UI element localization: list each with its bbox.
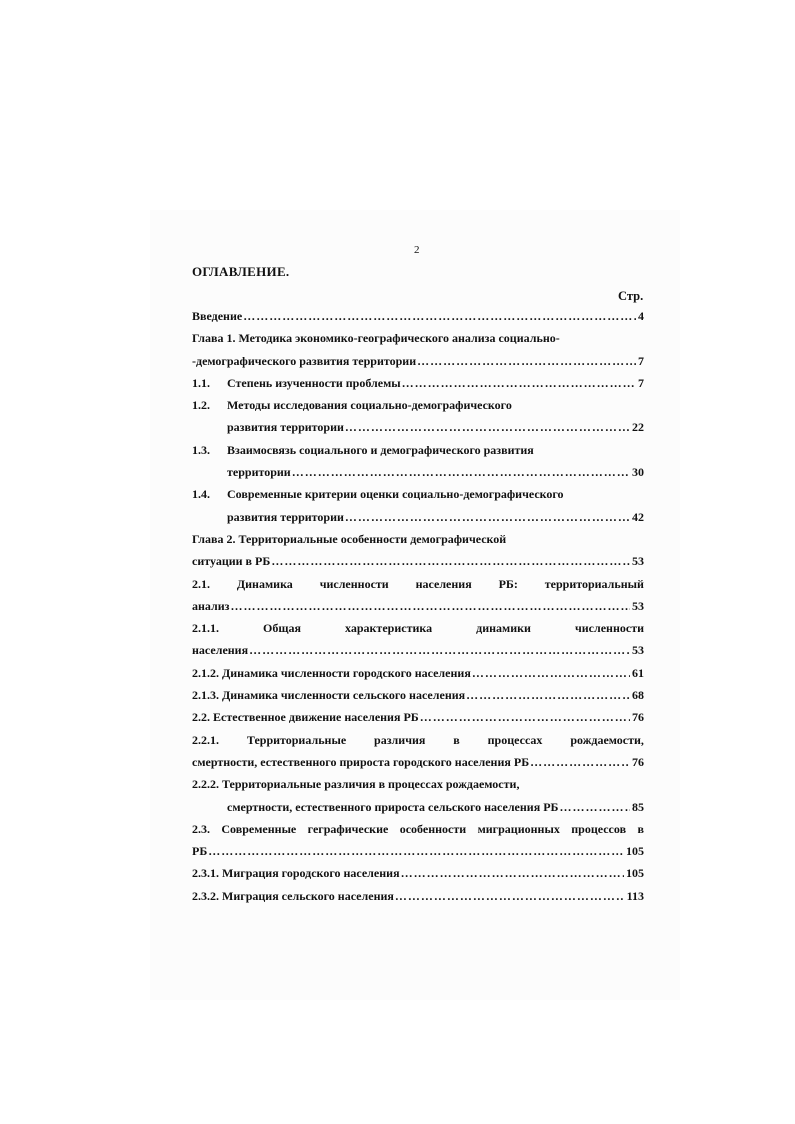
page-ref: 105 <box>626 844 644 859</box>
page-ref: 53 <box>632 598 644 613</box>
page-ref: 22 <box>632 420 644 435</box>
toc-entry-2-1-3: 2.1.3. Динамика численности сельского населения …………………………………………………………………………………………………………………………………… 68 <box>192 684 644 706</box>
toc-entry-chapter-2: Глава 2. Территориальные особенности демографической <box>192 531 507 546</box>
toc-entry-2-3: 2.3. Современные геграфические особенности миграционных процессов в <box>192 821 644 836</box>
page-ref: 76 <box>632 710 644 725</box>
page-ref: 68 <box>632 688 644 703</box>
toc-entry-1-4: 1.4. Современные критерии оценки социально-демографического <box>192 487 564 502</box>
toc-entry-2-3-2: 2.3.2. Миграция сельского населения …………………………………………………………………………………………………………………………………… 113 <box>192 885 644 907</box>
page-ref: 7 <box>638 375 644 390</box>
page-ref: 76 <box>632 754 644 769</box>
toc-entry-1-3: 1.3. Взаимосвязь социального и демографического развития <box>192 442 534 457</box>
toc-entry-2-3-1: 2.3.1. Миграция городского населения …………………………………………………………………………………………………………………………………… 105 <box>192 862 644 884</box>
toc-entry-2-1: 2.1. Динамика численности населения РБ: территориальный <box>192 576 644 591</box>
toc-heading: ОГЛАВЛЕНИЕ. <box>192 264 290 279</box>
page-column-label: Стр. <box>618 289 644 303</box>
page-ref: 7 <box>638 353 644 368</box>
toc-entry-intro: Введение …………………………………………………………………………………………………………………………………… 4 <box>192 305 644 327</box>
toc-entry-2-1-2: 2.1.2. Динамика численности городского населения …………………………………………………………………………………………………………………………………… 61 <box>192 662 644 684</box>
page-ref: 61 <box>632 665 644 680</box>
page-ref: 105 <box>626 866 644 881</box>
toc-entry-2-2: 2.2. Естественное движение населения РБ …………………………………………………………………………………………………………………………………… 76 <box>192 706 644 728</box>
page-ref: 30 <box>632 465 644 480</box>
page-ref: 53 <box>632 554 644 569</box>
page-number: 2 <box>414 244 420 256</box>
toc-entry-2-2-2: 2.2.2. Территориальные различия в процессах рождаемости, <box>192 777 520 792</box>
toc-entry-chapter-1: Глава 1. Методика экономико-географического анализа социально- <box>192 331 560 346</box>
toc-entry-2-2-1: 2.2.1. Территориальные различия в процессах рождаемости, <box>192 732 644 747</box>
page-ref: 53 <box>632 643 644 658</box>
table-of-contents: Введение …………………………………………………………………………………………………………………………………… 4 Глава 1. Методика экономико-географического анализа социально- -демографического развития территории …………………………………………………………………………………………………………………………………… 7 1.1. Степень изученности проблемы …………………………………………………………………………………………………………………………………… 7 1.2. Методы исследования социально-демографического развития территории …………………………………………………………………………………………………………………………………… 22 1.3. Взаимосвязь социального и демографического развития территории …………………………………………………………………………………………………………………………………… 30 1.4. Современные критерии оценки социально-демографического развития территории …………………………………………………………………………………………………………………………………… 42 Глава 2. Территориальные особенности демографической ситуации в РБ …………………………………………………………………………………………………………………………………… 53 2.1. Динамика численности населения РБ: территориальный анализ …………………………………………………………………………………………………………………………………… 53 2.1.1. Общая характеристика динамики численности населения …………………………………………………………………………………………………………………………………… 53 2.1.2. Динамика численности городского населения …………………………………………………………………………………………………………………………………… 61 2.1.3. Динамика численности сельского населения …………………………………………………………………………………………………………………………………… 68 2.2. Естественное движение населения РБ …………………………………………………………………………………………………………………………………… 76 2.2.1. Территориальные различия в процессах рождаемости, смертности, естественного прироста городского населения РБ …………………………………………………………………………………………………………………………………… 76 2.2.2. Территориальные различия в процессах рождаемости, смертности, естественного прироста сельского населения РБ …………………………………………………………………………………………………………………………………… 85 2.3. Современные геграфические особенности миграционных процессов в РБ …………………………………………………………………………………………………………………………………… 105 2.3.1. Миграция городского населения …………………………………………………………………………………………………………………………………… 105 2.3.2. Миграция сельского населения …………………………………………………………………………………………………………………………………… 113 <box>192 305 644 907</box>
page-ref: 42 <box>632 509 644 524</box>
toc-entry-1-2: 1.2. Методы исследования социально-демографического <box>192 398 512 413</box>
page-ref: 113 <box>626 888 644 903</box>
page-ref: 85 <box>632 799 644 814</box>
toc-entry-1-1: 1.1. Степень изученности проблемы …………………………………………………………………………………………………………………………………… 7 <box>192 372 644 394</box>
toc-entry-2-1-1: 2.1.1. Общая характеристика динамики численности <box>192 621 644 636</box>
page-ref: 4 <box>638 309 644 323</box>
